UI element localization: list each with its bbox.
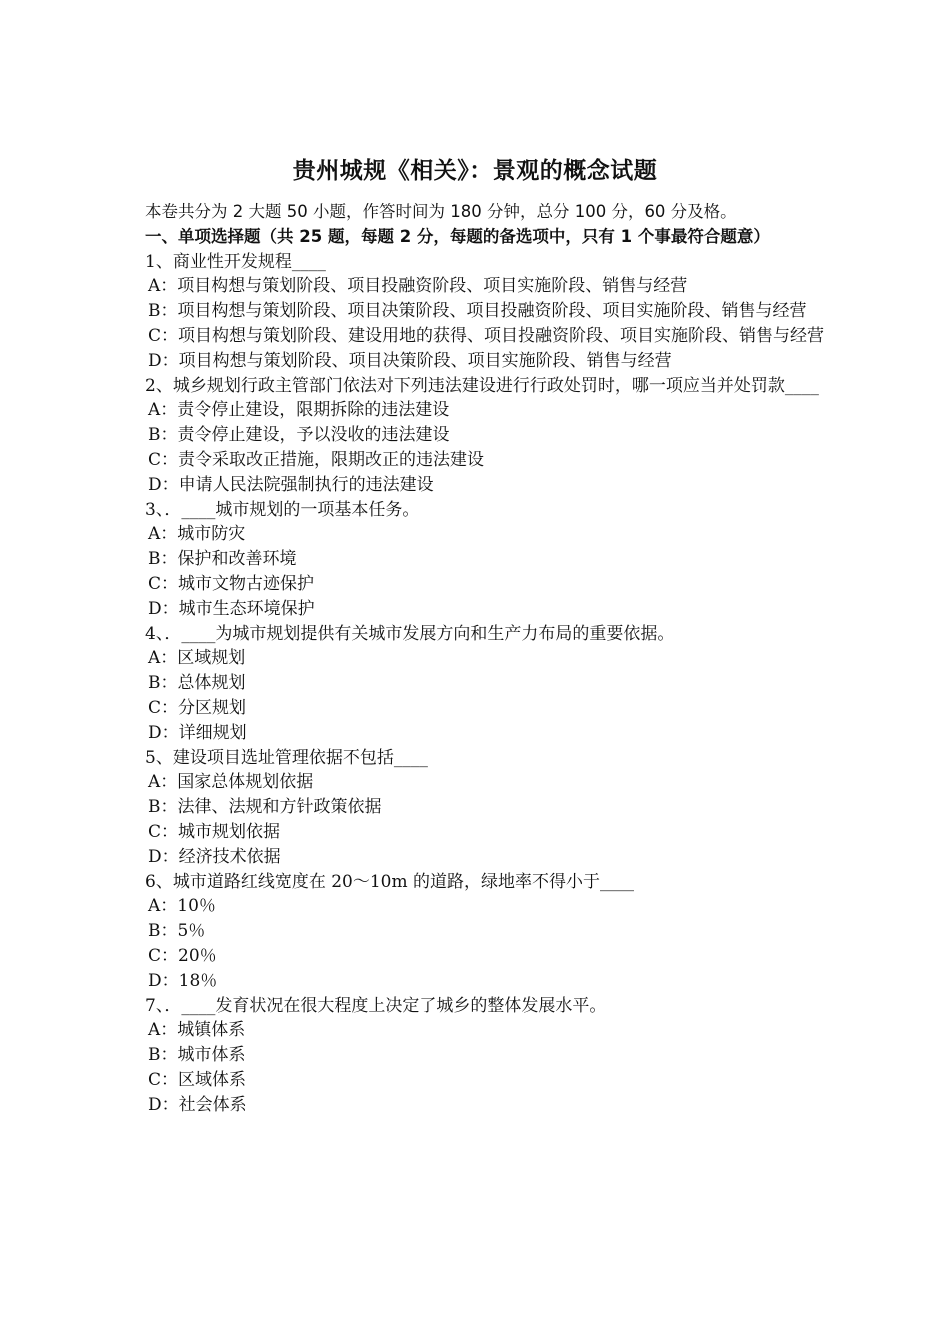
option-d: D：项目构想与策划阶段、项目决策阶段、项目实施阶段、销售与经营 — [148, 350, 672, 371]
option-b: B：责令停止建设，予以没收的违法建设 — [148, 425, 450, 446]
option-c: C：20％ — [148, 945, 217, 966]
question-text: 2、城乡规划行政主管部门依法对下列违法建设进行行政处罚时，哪一项应当并处罚款____ — [145, 375, 819, 396]
option-c: C：项目构想与策划阶段、建设用地的获得、项目投融资阶段、项目实施阶段、销售与经营 — [148, 325, 825, 346]
question-2 — [145, 374, 835, 498]
page-title: 贵州城规《相关》：景观的概念试题 — [292, 158, 658, 184]
option-d: D：社会体系 — [148, 1094, 247, 1115]
question-1 — [145, 250, 835, 374]
question-5 — [145, 746, 835, 870]
option-a: A：城市防灾 — [148, 524, 246, 545]
exam-intro: 本卷共分为 2 大题 50 小题，作答时间为 180 分钟，总分 100 分，60 分及格。 — [145, 202, 737, 221]
option-b: B：项目构想与策划阶段、项目决策阶段、项目投融资阶段、项目实施阶段、销售与经营 — [148, 301, 807, 322]
option-d: D：经济技术依据 — [148, 846, 281, 867]
question-text: 4、．____为城市规划提供有关城市发展方向和生产力布局的重要依据。 — [145, 623, 675, 644]
question-text: 7、．____发育状况在很大程度上决定了城乡的整体发展水平。 — [145, 995, 607, 1016]
option-c: C：城市文物古迹保护 — [148, 573, 315, 594]
option-d: D：城市生态环境保护 — [148, 598, 315, 619]
question-text: 6、城市道路红线宽度在 20～10m 的道路，绿地率不得小于____ — [145, 871, 635, 892]
option-b: B：5％ — [148, 921, 206, 942]
document-body — [145, 200, 835, 1117]
question-list — [145, 250, 835, 1118]
option-b: B：法律、法规和方针政策依据 — [148, 797, 382, 818]
option-c: C：城市规划依据 — [148, 821, 281, 842]
question-text: 1、商业性开发规程____ — [145, 251, 326, 272]
option-d: D：申请人民法院强制执行的违法建设 — [148, 474, 434, 495]
question-4 — [145, 622, 835, 746]
option-a: A：区域规划 — [148, 648, 246, 669]
option-b: B：总体规划 — [148, 673, 246, 694]
option-c: C：分区规划 — [148, 697, 247, 718]
option-a: A：项目构想与策划阶段、项目投融资阶段、项目实施阶段、销售与经营 — [148, 276, 688, 297]
question-3 — [145, 498, 835, 622]
option-b: B：城市体系 — [148, 1045, 246, 1066]
option-a: A：国家总体规划依据 — [148, 772, 314, 793]
question-6 — [145, 870, 835, 994]
section-heading: 一、单项选择题（共 25 题，每题 2 分，每题的备选项中，只有 1 个事最符合题意） — [145, 226, 770, 246]
option-a: A：城镇体系 — [148, 1020, 246, 1041]
option-c: C：区域体系 — [148, 1069, 247, 1090]
option-c: C：责令采取改正措施，限期改正的违法建设 — [148, 449, 485, 470]
option-b: B：保护和改善环境 — [148, 549, 297, 570]
option-a: A：10％ — [148, 896, 216, 917]
question-text: 5、建设项目选址管理依据不包括____ — [145, 747, 428, 768]
question-text: 3、．____城市规划的一项基本任务。 — [145, 499, 420, 520]
option-d: D：18％ — [148, 970, 218, 991]
option-a: A：责令停止建设，限期拆除的违法建设 — [148, 400, 450, 421]
question-7 — [145, 994, 835, 1118]
option-d: D：详细规划 — [148, 722, 247, 743]
